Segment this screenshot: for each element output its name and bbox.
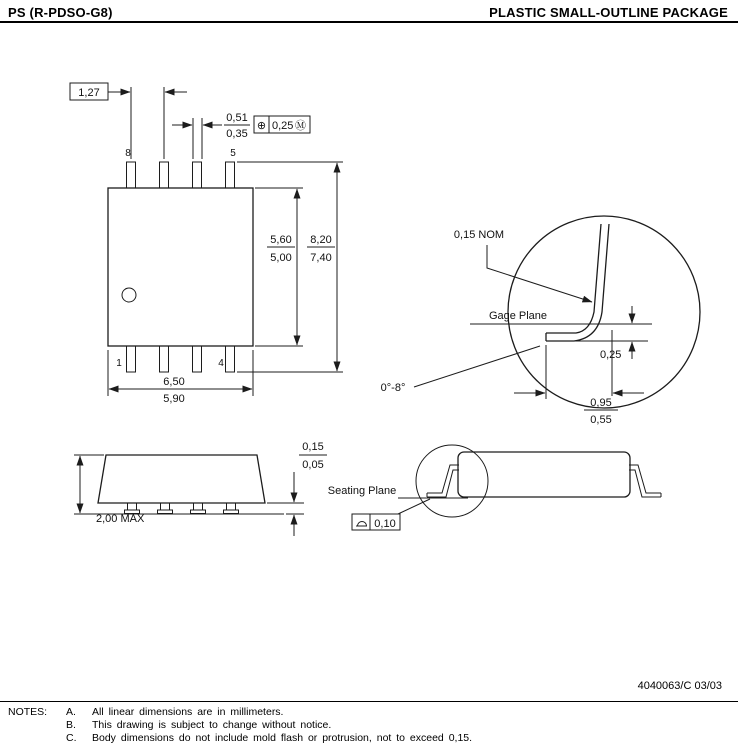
seating-plane-symbol-icon xyxy=(356,522,367,527)
foot-length-min: 0,55 xyxy=(590,414,612,426)
foot-length-max: 0,95 xyxy=(590,397,612,409)
notes-block xyxy=(8,706,472,745)
note-text: Body dimensions do not include mold flash or protrusion, not to exceed 0,15. xyxy=(92,732,473,744)
detail-callout-circle xyxy=(416,445,488,517)
mmc-modifier-icon: Ⓜ xyxy=(295,120,306,132)
package-body-profile xyxy=(98,455,265,503)
pin-number-4: 4 xyxy=(218,358,224,369)
dim-lead-width xyxy=(172,112,310,159)
pin-lead xyxy=(160,346,169,372)
lead-pitch-value: 1,27 xyxy=(78,87,100,99)
pin-lead xyxy=(193,162,202,188)
package-type-title: PLASTIC SMALL-OUTLINE PACKAGE xyxy=(489,5,728,20)
flatness-value: 0,10 xyxy=(374,518,396,530)
side-view-leads xyxy=(125,503,239,514)
lead-width-min: 0,35 xyxy=(226,128,248,140)
lead-angle-value: 0°-8° xyxy=(380,382,406,394)
leader-line xyxy=(398,499,430,514)
top-view xyxy=(70,83,343,405)
pin-foot xyxy=(158,510,173,514)
note-letter: B. xyxy=(66,719,76,731)
pin-foot xyxy=(191,510,206,514)
note-text: This drawing is subject to change without notice. xyxy=(92,719,332,731)
dim-body-length xyxy=(108,350,253,405)
pin-lead xyxy=(127,162,136,188)
pin-number-8: 8 xyxy=(125,148,131,159)
gage-plane-label: Gage Plane xyxy=(488,310,548,322)
package-height-value: 2,00 MAX xyxy=(96,513,145,525)
footer-divider xyxy=(0,701,738,702)
package-body-outline xyxy=(108,188,253,346)
drawing-number: 4040063/C 03/03 xyxy=(637,680,722,692)
standoff-max: 0,15 xyxy=(302,441,324,453)
dim-standoff xyxy=(267,441,327,536)
body-length-max: 6,50 xyxy=(163,376,185,388)
body-width-min: 5,00 xyxy=(270,252,292,264)
package-code-title: PS (R-PDSO-G8) xyxy=(8,5,113,20)
leader-line xyxy=(487,245,592,302)
position-tolerance-value: 0,25 xyxy=(272,120,294,132)
pin-lead xyxy=(194,503,203,510)
pin-lead xyxy=(226,346,235,372)
lead-detail-view xyxy=(381,216,700,426)
lead-width-max: 0,51 xyxy=(226,112,248,124)
side-view xyxy=(74,441,327,536)
pin-lead xyxy=(193,346,202,372)
notes-label: NOTES: xyxy=(8,706,48,718)
pin-lead xyxy=(226,162,235,188)
lead-span-min: 7,40 xyxy=(310,252,332,264)
pin-number-1: 1 xyxy=(116,358,122,369)
pin-lead xyxy=(160,162,169,188)
gullwing-lead xyxy=(427,465,459,493)
gage-offset-value: 0,25 xyxy=(600,349,622,361)
dim-body-width xyxy=(255,188,303,346)
standoff-min: 0,05 xyxy=(302,459,324,471)
note-row xyxy=(8,719,472,732)
leader-line xyxy=(414,346,540,387)
pin-lead xyxy=(127,346,136,372)
pin-number-5: 5 xyxy=(230,148,236,159)
lead-inner-profile xyxy=(546,224,601,333)
pin1-index-mark xyxy=(122,288,136,302)
note-row xyxy=(8,706,472,719)
pin-lead xyxy=(161,503,170,510)
body-width-max: 5,60 xyxy=(270,234,292,246)
note-row xyxy=(8,732,472,745)
position-tolerance-icon: ⊕ xyxy=(256,120,267,132)
lead-thickness-value: 0,15 NOM xyxy=(453,229,505,241)
note-letter: A. xyxy=(66,706,76,718)
gullwing-lead xyxy=(629,465,661,493)
end-view xyxy=(328,445,661,530)
package-body-end xyxy=(458,452,630,497)
pin-foot xyxy=(224,510,239,514)
note-letter: C. xyxy=(66,732,77,744)
seating-plane-label: Seating Plane xyxy=(327,485,397,497)
pin-lead xyxy=(128,503,137,510)
body-length-min: 5,90 xyxy=(163,393,185,405)
lead-span-max: 8,20 xyxy=(310,234,332,246)
flatness-frame xyxy=(352,499,430,530)
pin-lead xyxy=(227,503,236,510)
note-text: All linear dimensions are in millimeters. xyxy=(92,706,284,718)
